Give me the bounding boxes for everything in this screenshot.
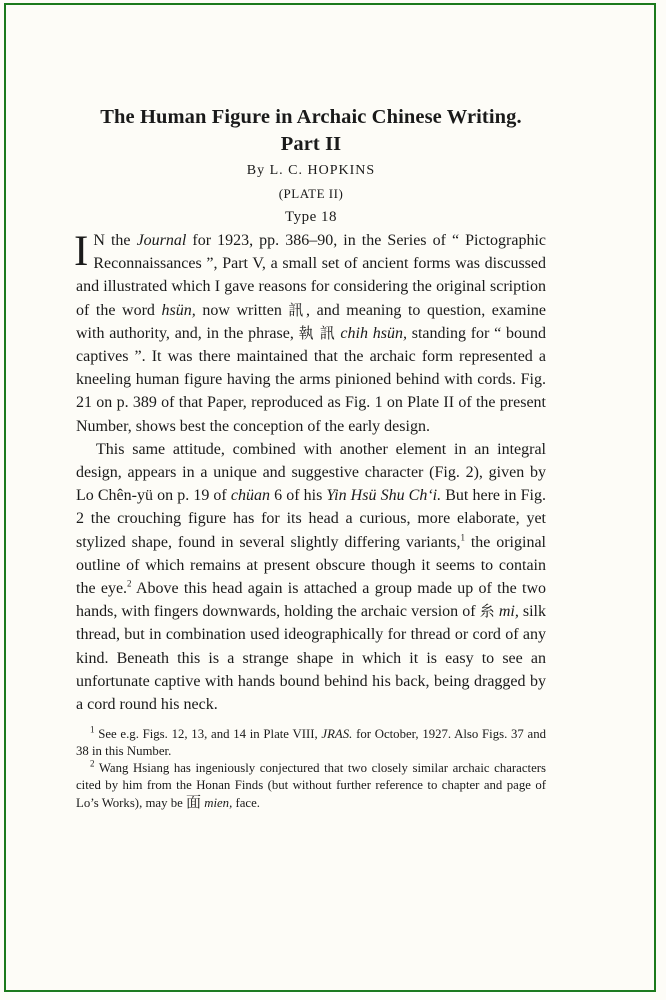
text-run: standing for “ bound captives ”. It was there maintained that the archaic form represented a kneeling human figure having the arms pinioned behind with cords. Fig. 21 on p. 389 of that Paper, reproduced as Fig. 1 on Plate II of the present Number, shows best the conception of the early design. xyxy=(76,324,546,435)
author-byline: By L. C. HOPKINS xyxy=(246,163,376,178)
footnote-1 xyxy=(76,726,546,760)
section-heading: Type 18 xyxy=(284,209,338,225)
plate-reference: (PLATE II) xyxy=(278,186,344,201)
footnote-ref-2[interactable]: 2 xyxy=(127,578,132,589)
footnote-marker: 2 xyxy=(90,759,95,769)
text-run: for 1923, pp. 386–90, in the Series of “ Pictographic Reconnaissances ”, Part V, a small set of ancient forms was discussed and illustrated which I gave reasons for considering the original scription of the word xyxy=(76,232,547,319)
text-run: Above this head again is attached a group made up of the two hands, with fingers downwards, holding the archaic version of xyxy=(76,580,546,621)
book-title-italic: Yin Hsü Shu Ch‘i. xyxy=(326,487,442,505)
text-run: face. xyxy=(232,796,260,811)
footnote-ref-1[interactable]: 1 xyxy=(460,532,465,543)
text-run: silk thread, but in combination used ideographically for thread or cord of any kind. Beneath this is a strange shape in which it is easy to see an unfortunate captive with hands bound behind his back, being dragged by a cord round his neck. xyxy=(76,603,546,714)
drop-cap: I xyxy=(74,228,89,275)
journal-italic: Journal xyxy=(136,232,187,249)
title-line-2: Part II xyxy=(280,133,342,155)
chinese-characters: 執 訊 xyxy=(298,323,336,342)
text-run: N the xyxy=(93,232,137,249)
journal-abbrev-italic: JRAS. xyxy=(321,727,353,742)
romanization-mien: mien, xyxy=(204,796,233,811)
article-body xyxy=(76,229,546,716)
footnote-marker: 1 xyxy=(90,725,95,735)
document-page xyxy=(76,104,546,812)
romanization-mi: mi, xyxy=(498,603,519,621)
text-run: 6 of his xyxy=(269,487,327,505)
text-run: for October, 1927. Also Figs. 37 and 38 in this Number. xyxy=(76,727,546,759)
text-run: See e.g. Figs. 12, 13, and 14 in Plate VIII, xyxy=(94,727,322,742)
chinese-character: 面 xyxy=(185,793,201,812)
article-title xyxy=(76,104,546,157)
romanization-hsun: hsün, xyxy=(161,301,196,319)
text-run: , and meaning to question, examine with authority, and, in the phrase, xyxy=(76,301,546,342)
text-run: But here in Fig. 2 the crouching figure has for its head a curious, more elaborate, yet stylized shape, found in several slightly differing variants, xyxy=(76,487,546,551)
footnote-2 xyxy=(76,760,546,812)
text-run: This same attitude, combined with another element in an integral design, appears in a unique and suggestive character (Fig. 2), given by Lo Chên-yü on p. 19 of xyxy=(76,440,546,505)
text-run: now written xyxy=(195,301,289,319)
paragraph-1 xyxy=(76,229,546,438)
footnotes xyxy=(76,726,546,812)
chinese-character: 訊 xyxy=(288,300,306,319)
chinese-character: 糸 xyxy=(479,602,495,621)
romanization-chuan: chüan xyxy=(230,487,270,505)
text-run: the original outline of which remains at present obscure though it seems to contain the eye. xyxy=(76,533,546,598)
text-run: Wang Hsiang has ingeniously conjectured that two closely similar archaic characters cited by him from the Honan Finds (but without further reference to chapter and page of Lo’s Works), may be xyxy=(76,761,546,811)
paragraph-2 xyxy=(76,438,546,716)
title-line-1: The Human Figure in Archaic Chinese Writing. xyxy=(100,106,522,128)
romanization-chih-hsun: chih hsün, xyxy=(340,324,407,342)
